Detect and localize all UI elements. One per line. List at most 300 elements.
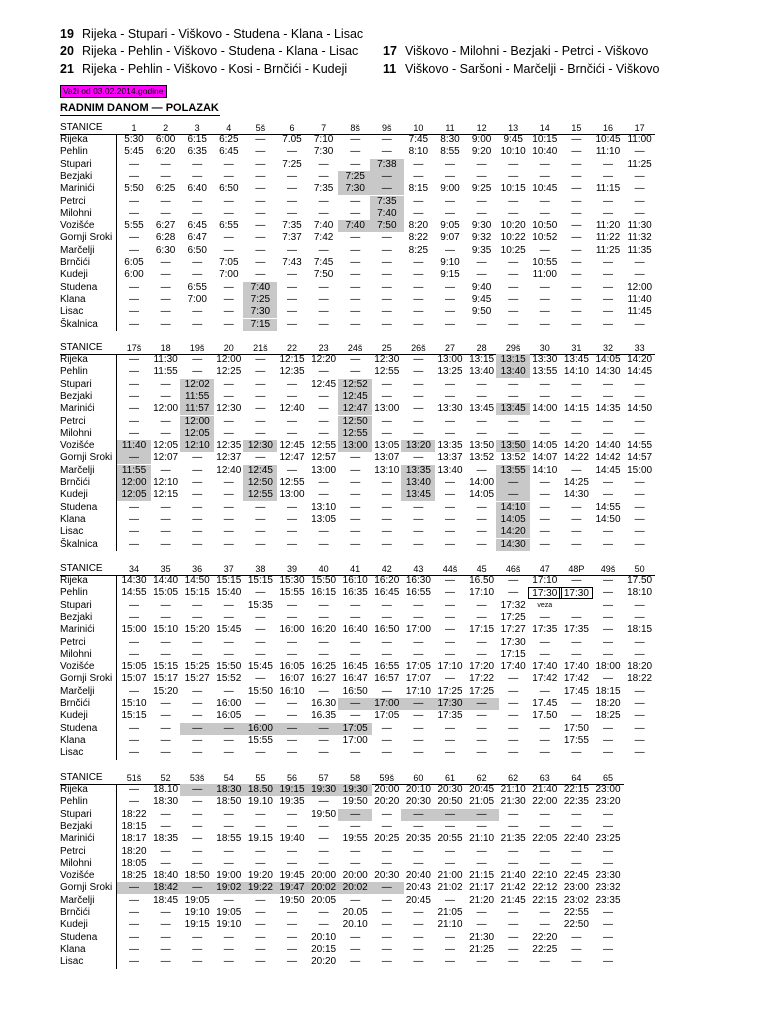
departure-time: — [287, 956, 297, 968]
departure-time: 17:22 [469, 673, 495, 685]
departure-time: — [445, 244, 455, 256]
departure-time: — [413, 747, 424, 759]
departure-time: 6:05 [124, 257, 144, 268]
departure-time: 7:50 [313, 269, 334, 281]
station-name: Gornji Sroki [60, 232, 113, 244]
departure-time: 18:50 [184, 870, 210, 882]
departure-time: — [255, 158, 266, 170]
departure-time: — [476, 513, 487, 525]
departure-time: 21:25 [469, 943, 495, 955]
validity-badge: Važi od 03.02.2014.godine [60, 85, 167, 98]
station-name: Marinići [60, 833, 95, 845]
departure-time: — [338, 698, 372, 710]
departure-time: — [287, 378, 297, 390]
departure-time: — [413, 611, 424, 623]
departure-time: — [413, 257, 424, 268]
departure-time: — [255, 931, 266, 943]
departure-time: 13:20 [401, 440, 435, 452]
departure-time: — [381, 538, 392, 550]
departure-time: — [255, 415, 266, 427]
departure-time: 9:00 [471, 134, 492, 145]
departure-time: — [350, 195, 361, 207]
departure-time: — [508, 587, 519, 599]
departure-time: — [381, 907, 392, 918]
departure-time: 12:47 [338, 403, 372, 415]
departure-time: 9:35 [471, 244, 492, 256]
departure-time: — [508, 685, 519, 697]
departure-time: — [129, 796, 139, 808]
departure-time: — [223, 931, 234, 943]
departure-time: 20:20 [374, 796, 400, 808]
departure-time: 12:55 [374, 366, 400, 378]
departure-time: 15:15 [153, 661, 179, 673]
departure-time: 18:25 [121, 870, 147, 882]
departure-time: — [413, 306, 424, 318]
departure-time: 14:07 [532, 452, 558, 464]
departure-time: 17:00 [405, 624, 431, 636]
departure-time: 6:45 [187, 220, 207, 232]
departure-time: — [350, 857, 361, 869]
departure-time: — [275, 723, 309, 735]
departure-time: — [287, 907, 297, 918]
departure-time: 19:55 [342, 833, 368, 845]
departure-time: — [539, 207, 550, 219]
departure-time: — [539, 820, 550, 832]
departure-time: 14:40 [595, 440, 621, 452]
departure-time: — [539, 526, 550, 538]
departure-time: — [476, 734, 487, 746]
departure-time: 13:52 [469, 452, 495, 464]
departure-time: — [539, 685, 550, 697]
departure-time: 23:35 [595, 894, 621, 906]
departure-time: — [318, 244, 329, 256]
departure-time: — [571, 146, 582, 158]
departure-time: 21:05 [469, 796, 495, 808]
column-header: 49š [600, 564, 616, 574]
departure-time: — [318, 833, 329, 845]
departure-time: — [255, 427, 266, 439]
departure-time: 10:15 [532, 134, 558, 145]
departure-time: — [223, 611, 234, 623]
departure-time: — [634, 698, 645, 709]
departure-time: — [634, 513, 645, 525]
departure-time: 11:30 [153, 354, 178, 365]
departure-time: 21:35 [500, 833, 526, 845]
departure-time: 15:50 [247, 685, 273, 697]
departure-time: — [413, 354, 424, 365]
departure-time: — [255, 366, 266, 378]
departure-time: 13:37 [437, 452, 463, 464]
departure-time: 20.05 [342, 907, 368, 918]
departure-time: 12:10 [153, 477, 179, 488]
departure-time: 15:30 [279, 575, 305, 586]
departure-time: 6:47 [187, 232, 207, 244]
departure-time: 9:15 [440, 269, 460, 281]
departure-time: 19.15 [247, 833, 273, 845]
departure-time: 11:45 [627, 306, 652, 318]
departure-time: 12:05 [117, 489, 151, 501]
departure-time: — [318, 611, 329, 623]
departure-time: — [476, 599, 487, 611]
departure-time: 10:55 [532, 257, 558, 268]
departure-time: — [318, 857, 329, 869]
departure-time: 7:30 [338, 183, 372, 195]
departure-time: 20:05 [311, 894, 337, 906]
departure-time: — [160, 257, 171, 268]
departure-time: — [508, 195, 519, 207]
departure-time: — [350, 207, 361, 219]
departure-time: 8:15 [408, 183, 429, 195]
departure-time: 14:05 [595, 354, 621, 365]
departure-time: — [571, 575, 582, 586]
departure-time: 9:45 [503, 134, 523, 145]
departure-time: — [476, 526, 487, 538]
departure-time: — [350, 281, 361, 293]
departure-time: — [381, 378, 392, 390]
departure-time: — [350, 747, 361, 759]
departure-time: 18:30 [212, 784, 246, 796]
departure-time: 19:50 [311, 808, 337, 820]
departure-time: — [129, 427, 139, 439]
column-header: 41 [350, 564, 361, 574]
departure-time: — [160, 857, 171, 869]
departure-time: — [350, 599, 361, 611]
departure-time: — [160, 747, 171, 759]
departure-time: 8:10 [408, 146, 429, 158]
departure-time: — [223, 390, 234, 402]
departure-time: 6:25 [219, 134, 239, 145]
departure-time: — [129, 415, 139, 427]
station-name: Rijeka [60, 784, 88, 795]
departure-time: 13:07 [374, 452, 400, 464]
departure-time: 9:45 [471, 293, 492, 305]
departure-time: 12:50 [243, 477, 277, 489]
departure-time: — [539, 318, 550, 330]
departure-time: 17:15 [500, 648, 526, 660]
departure-time: 11:30 [627, 220, 652, 232]
departure-time: — [634, 722, 645, 734]
column-header: 50 [634, 564, 645, 574]
departure-time: — [508, 698, 519, 709]
column-header: 25 [381, 343, 392, 353]
departure-time: — [129, 747, 139, 759]
departure-time: 17:00 [342, 734, 368, 746]
departure-time: — [445, 306, 455, 318]
departure-time: 7:30 [313, 146, 334, 158]
departure-time: — [192, 611, 203, 623]
departure-time: — [603, 907, 613, 918]
departure-time: — [318, 796, 329, 808]
departure-time: — [192, 452, 203, 464]
departure-time: — [445, 956, 455, 968]
departure-time: 7:35 [282, 220, 302, 232]
departure-time: 18:20 [121, 845, 147, 857]
departure-time: — [192, 685, 203, 697]
departure-time: 12:45 [279, 440, 305, 452]
departure-time: — [381, 501, 392, 513]
departure-time: — [539, 170, 550, 182]
departure-time: — [381, 820, 392, 832]
departure-time: 17:50 [563, 722, 589, 734]
departure-time: 17:25 [500, 611, 526, 623]
departure-time: 22:15 [532, 894, 558, 906]
column-header: 23 [318, 343, 329, 353]
station-name: Milohni [60, 427, 92, 439]
station-name: Vozišće [60, 440, 95, 452]
departure-time: — [318, 734, 329, 746]
departure-time: 17:30 [500, 636, 526, 648]
departure-time: — [350, 513, 361, 525]
departure-time: — [413, 526, 424, 538]
column-header: 24š [347, 343, 363, 353]
departure-time: — [445, 673, 455, 685]
departure-time: — [634, 489, 645, 501]
departure-time: — [192, 538, 203, 550]
departure-time: — [381, 146, 392, 158]
departure-time: 15:20 [184, 624, 210, 636]
route-path: Viškovo - Saršoni - Marčelji - Brnčići - Viškovo [405, 62, 660, 76]
departure-time: 15:25 [184, 661, 210, 673]
departure-time: — [180, 784, 214, 796]
departure-time: — [508, 293, 519, 305]
station-name: Studena [60, 722, 98, 734]
departure-time: — [192, 599, 203, 611]
departure-time: — [129, 956, 139, 968]
departure-time: — [571, 956, 582, 968]
departure-time: — [192, 857, 203, 869]
departure-time: 17:25 [437, 685, 463, 697]
departure-time: — [603, 293, 613, 305]
departure-time: 17:42 [532, 673, 558, 685]
departure-time: — [539, 857, 550, 869]
departure-time: — [634, 170, 645, 182]
departure-time: — [318, 538, 329, 550]
departure-time: — [476, 648, 487, 660]
departure-time: — [180, 723, 214, 735]
departure-time: — [160, 943, 171, 955]
station-name: Marinići [60, 183, 95, 195]
departure-time: 15:10 [121, 698, 147, 709]
departure-time: — [212, 723, 246, 735]
departure-time: — [255, 354, 266, 365]
route-line [383, 62, 659, 76]
departure-time: 14:05 [469, 489, 495, 501]
departure-time: — [350, 244, 361, 256]
departure-time: 18:05 [121, 857, 147, 869]
departure-time: — [223, 845, 234, 857]
departure-time: — [129, 931, 139, 943]
departure-time: 16:55 [405, 587, 431, 599]
column-header: 45 [476, 564, 487, 574]
departure-time: 19:05 [216, 907, 242, 918]
station-name: Klana [60, 943, 86, 955]
departure-time: — [603, 195, 613, 207]
departure-time: — [192, 195, 203, 207]
departure-time: 15:15 [121, 710, 147, 722]
departure-time: — [413, 452, 424, 464]
departure-time: — [129, 281, 139, 293]
departure-time: — [192, 747, 203, 759]
departure-time: — [603, 477, 613, 488]
departure-time: — [287, 427, 297, 439]
column-header: 17š [126, 343, 142, 353]
departure-time: — [381, 685, 392, 697]
departure-time: 7:10 [313, 134, 334, 145]
station-name: Brnčići [60, 698, 91, 709]
departure-time: 14:55 [627, 440, 653, 452]
departure-time: — [255, 956, 266, 968]
departure-time: 18:00 [595, 661, 621, 673]
station-name: Klana [60, 513, 86, 525]
departure-time: — [192, 306, 203, 318]
departure-time: — [255, 943, 266, 955]
departure-time: 14:30 [121, 575, 147, 586]
departure-time: — [192, 354, 203, 365]
station-name: Kudeji [60, 919, 88, 931]
departure-time: — [255, 378, 266, 390]
departure-time: — [476, 318, 487, 330]
departure-time: — [634, 648, 645, 660]
departure-time: 10:50 [532, 220, 558, 232]
column-header: 29š [505, 343, 521, 353]
departure-time: — [160, 648, 171, 660]
station-name: Vozišće [60, 220, 95, 232]
departure-time: — [192, 526, 203, 538]
column-header: 13 [508, 123, 519, 133]
departure-time: 20:25 [374, 833, 400, 845]
departure-time: — [255, 501, 266, 513]
departure-time: — [603, 575, 613, 586]
departure-time: 17:40 [563, 661, 589, 673]
departure-time: — [571, 857, 582, 869]
departure-time: — [508, 378, 519, 390]
departure-time: — [255, 403, 266, 415]
departure-time: 7:30 [243, 306, 277, 318]
departure-time: — [318, 477, 329, 488]
stations-header: STANICE [60, 772, 103, 783]
departure-time: — [476, 415, 487, 427]
departure-time: — [223, 685, 234, 697]
departure-time: — [571, 415, 582, 427]
column-header: 58 [350, 773, 361, 783]
departure-time: 15:50 [216, 661, 242, 673]
column-header: 52 [160, 773, 171, 783]
departure-time: 12:50 [338, 416, 372, 428]
departure-time: 15:35 [247, 599, 273, 611]
departure-time: — [223, 747, 234, 759]
departure-time: 10:40 [532, 146, 558, 158]
departure-time: — [160, 464, 171, 476]
departure-time: 9:05 [440, 220, 460, 232]
departure-time: — [603, 734, 613, 746]
departure-time: — [129, 378, 139, 390]
departure-time: 14:25 [563, 477, 589, 488]
departure-time: — [508, 306, 519, 318]
departure-time: 19:15 [184, 919, 210, 931]
departure-time: — [287, 710, 297, 722]
departure-time: 7:43 [282, 257, 302, 268]
departure-time: 12:20 [311, 354, 337, 365]
departure-time: 12:55 [338, 428, 372, 440]
departure-time: 19:02 [212, 882, 246, 894]
departure-time: — [476, 378, 487, 390]
departure-time: — [603, 306, 613, 318]
departure-time: — [634, 195, 645, 207]
departure-time: — [401, 809, 435, 821]
departure-time: — [255, 845, 266, 857]
route-line [60, 27, 363, 41]
departure-time: — [160, 931, 171, 943]
departure-time: 13:40 [496, 366, 530, 378]
departure-time: — [476, 747, 487, 759]
departure-time: 21:15 [469, 870, 495, 882]
departure-time: — [287, 526, 297, 538]
departure-time: — [445, 318, 455, 330]
departure-time: 17:45 [563, 685, 589, 697]
departure-time: 19:30 [338, 784, 372, 796]
route-line [383, 44, 648, 58]
departure-time: — [160, 415, 171, 427]
departure-time: 19:50 [342, 796, 368, 808]
departure-time: — [370, 183, 404, 195]
departure-time: — [539, 501, 550, 513]
departure-time: 12:37 [216, 452, 242, 464]
departure-time: — [413, 281, 424, 293]
departure-time: 17:42 [563, 673, 589, 685]
departure-time: 15:07 [121, 673, 147, 685]
departure-time: 18:15 [595, 685, 621, 697]
departure-time: 14:30 [595, 366, 621, 378]
departure-time: 11:32 [627, 232, 652, 244]
departure-time: 16:30 [405, 575, 431, 586]
departure-time: — [160, 956, 171, 968]
departure-time: — [445, 489, 455, 501]
departure-time: — [381, 611, 392, 623]
station-name: Lisac [60, 306, 84, 318]
departure-time: — [223, 195, 234, 207]
departure-time: 21:10 [437, 919, 463, 931]
departure-time: 17:25 [469, 685, 495, 697]
station-name: Marinići [60, 403, 95, 415]
departure-time: — [634, 538, 645, 550]
departure-time: — [381, 415, 392, 427]
departure-time: — [413, 734, 424, 746]
station-name: Bezjaki [60, 820, 93, 832]
column-header: 18 [160, 343, 171, 353]
departure-time: 20:50 [437, 796, 463, 808]
departure-time: 17:05 [374, 710, 400, 722]
departure-time: 14:15 [563, 403, 589, 415]
departure-time: — [445, 158, 455, 170]
column-header: 65 [602, 773, 613, 783]
departure-time: 13:50 [469, 440, 495, 452]
departure-time: — [539, 427, 550, 439]
departure-time: — [539, 378, 550, 390]
station-name: Pehlin [60, 587, 88, 599]
departure-time: — [287, 611, 297, 623]
departure-time: 21:05 [437, 907, 463, 918]
departure-time: — [255, 183, 266, 195]
departure-time: 14:22 [563, 452, 589, 464]
departure-time: 7.05 [282, 134, 302, 145]
departure-time: — [476, 501, 487, 513]
departure-time: — [223, 281, 234, 293]
departure-time: 15:05 [153, 587, 179, 599]
departure-time: — [634, 415, 645, 427]
column-header: 61 [444, 773, 455, 783]
departure-time: 17:05 [338, 723, 372, 735]
departure-time: — [413, 390, 424, 402]
